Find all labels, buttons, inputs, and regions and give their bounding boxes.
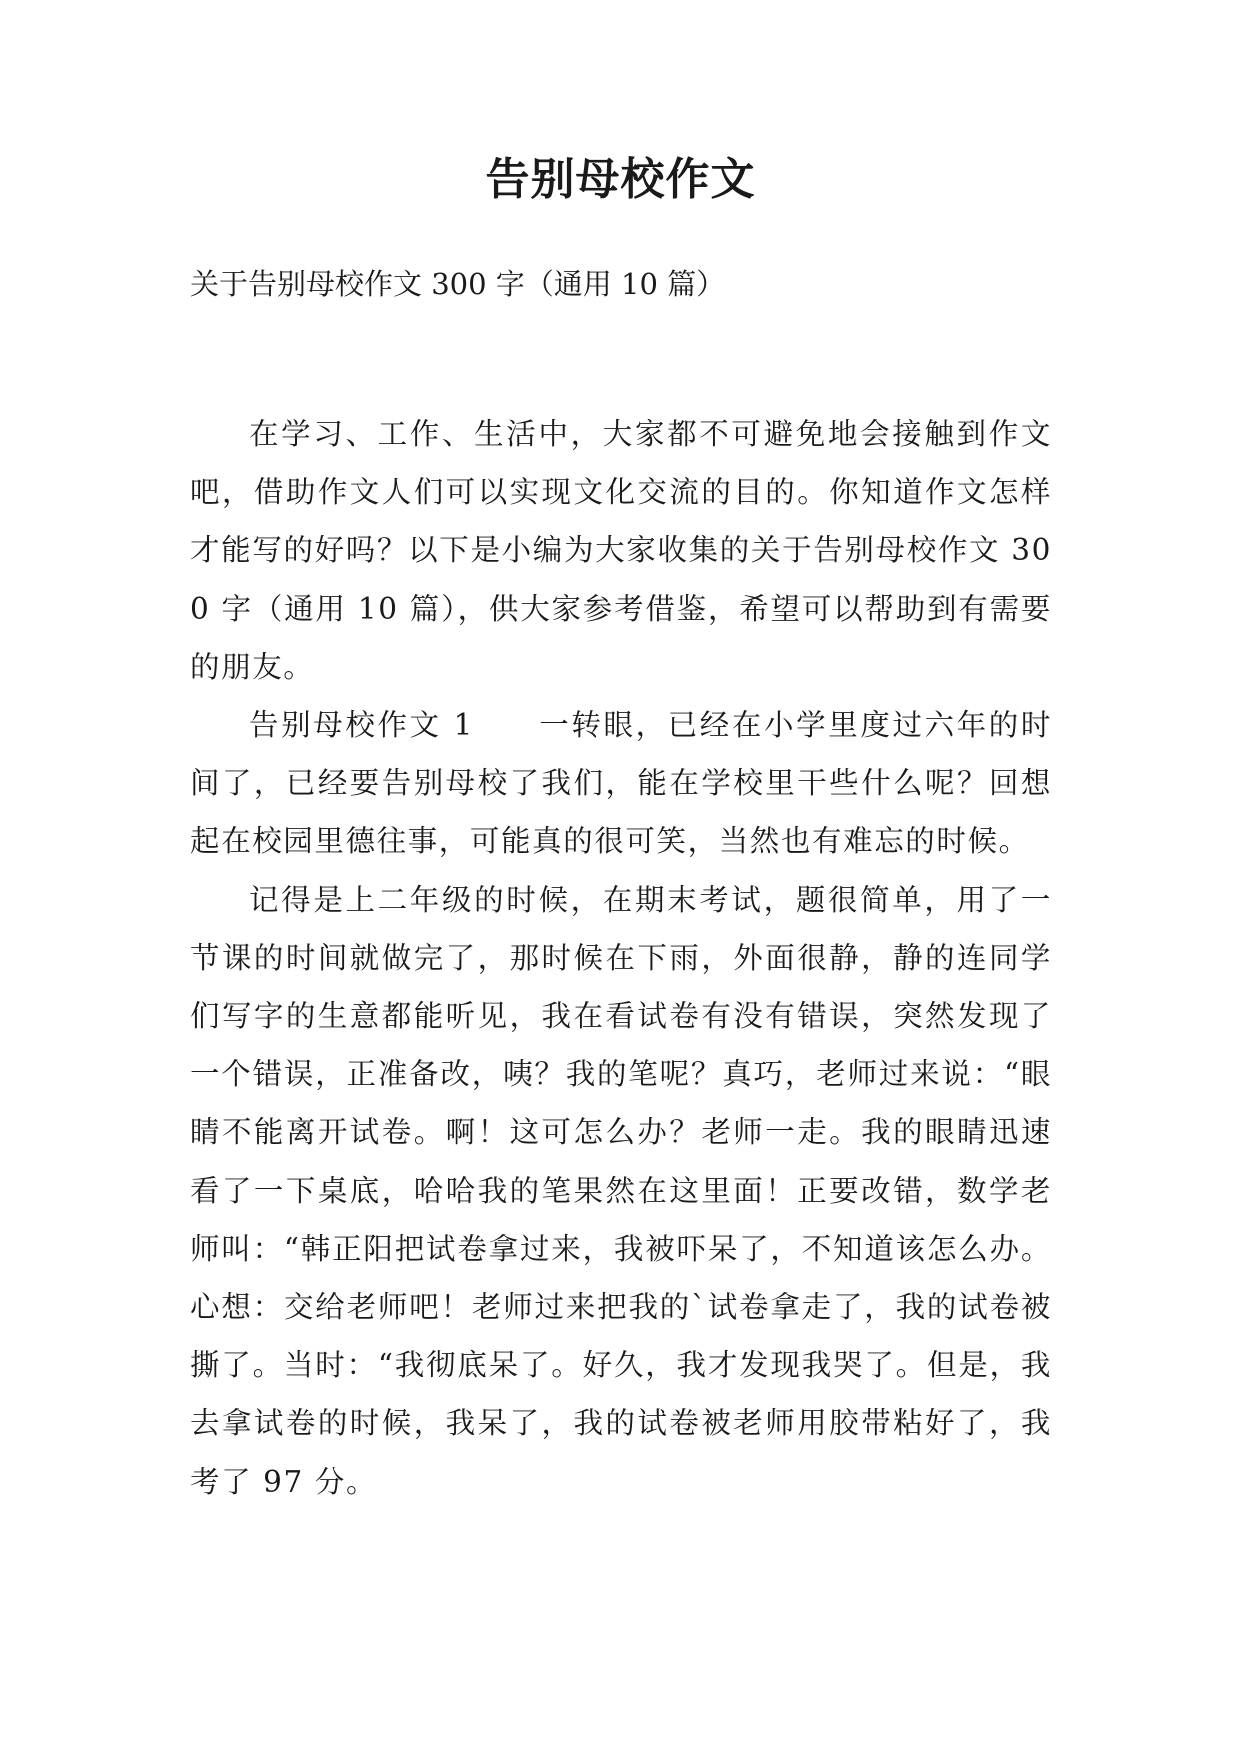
- document-title: 告别母校作文: [485, 154, 756, 205]
- paragraph-intro: 在学习、工作、生活中，大家都不可避免地会接触到作文吧，借助作文人们可以实现文化交流的目的。你知道作文怎样才能写的好吗？以下是小编为大家收集的关于告别母校作文 300 字（通用 10 篇），供大家参考借鉴，希望可以帮助到有需要的朋友。: [190, 417, 1052, 684]
- document-subtitle: 关于告别母校作文 300 字（通用 10 篇）: [190, 267, 726, 301]
- document-body: [190, 405, 1052, 1511]
- paragraph-essay-1-opening: 告别母校作文 1 一转眼，已经在小学里度过六年的时间了，已经要告别母校了我们，能在学校里干些什么呢？回想起在校园里德往事，可能真的很可笑，当然也有难忘的时候。: [190, 708, 1052, 859]
- paragraph-essay-1-story: 记得是上二年级的时候，在期末考试，题很简单，用了一节课的时间就做完了，那时候在下雨，外面很静，静的连同学们写字的生意都能听见，我在看试卷有没有错误，突然发现了一个错误，正准备改，咦？我的笔呢？真巧，老师过来说：“眼睛不能离开试卷。啊！这可怎么办？老师一走。我的眼睛迅速看了一下桌底，哈哈我的笔果然在这里面！正要改错，数学老师叫：“韩正阳把试卷拿过来，我被吓呆了，不知道该怎么办。心想：交给老师吧！老师过来把我的`试卷拿走了，我的试卷被撕了。当时：“我彻底呆了。好久，我才发现我哭了。但是，我去拿试卷的时候，我呆了，我的试卷被老师用胶带粘好了，我考了 97 分。: [190, 882, 1052, 1499]
